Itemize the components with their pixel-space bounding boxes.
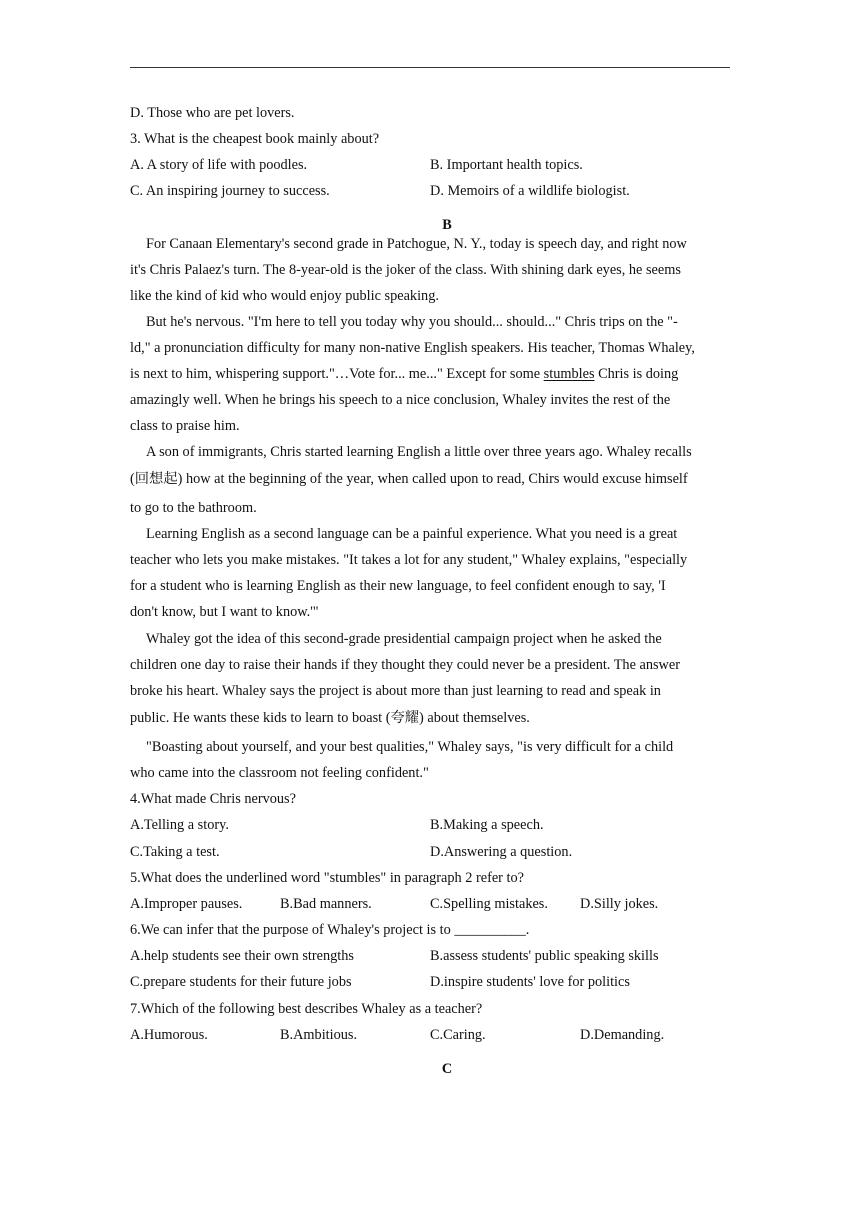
question-5: 5.What does the underlined word "stumbles" in paragraph 2 refer to? bbox=[130, 870, 524, 886]
question-3: 3. What is the cheapest book mainly about? bbox=[130, 131, 380, 147]
q7-option-c: C.Caring. bbox=[430, 1027, 486, 1043]
passage-b-line: children one day to raise their hands if they thought they could never be a president. The answer bbox=[130, 657, 680, 673]
passage-b-line: Whaley got the idea of this second-grade presidential campaign project when he asked the bbox=[146, 631, 662, 647]
passage-b-line: to go to the bathroom. bbox=[130, 500, 257, 516]
q6-option-a: A.help students see their own strengths bbox=[130, 948, 354, 964]
passage-b-line: Learning English as a second language can be a painful experience. What you need is a great bbox=[146, 526, 678, 542]
passage-b-line: don't know, but I want to know.'" bbox=[130, 604, 319, 620]
passage-b-line: (回想起) how at the beginning of the year, when called upon to read, Chirs would excuse himself bbox=[130, 471, 688, 487]
passage-b-text: is next to him, whispering support."…Vote for... me..." Except for some bbox=[130, 366, 541, 382]
underlined-word-stumbles: stumbles bbox=[543, 366, 595, 382]
q7-option-a: A.Humorous. bbox=[130, 1027, 208, 1043]
passage-b-line: amazingly well. When he brings his speech to a nice conclusion, Whaley invites the rest of the bbox=[130, 392, 671, 408]
q3-option-b: B. Important health topics. bbox=[430, 157, 583, 173]
passage-b-line bbox=[130, 365, 734, 383]
q4-option-d: D.Answering a question. bbox=[430, 844, 573, 860]
passage-b-line: broke his heart. Whaley says the project is about more than just learning to read and speak in bbox=[130, 683, 661, 699]
q6-option-b: B.assess students' public speaking skills bbox=[430, 948, 659, 964]
passage-b-line: for a student who is learning English as their new language, to feel confident enough to say, 'I bbox=[130, 578, 666, 594]
q3-option-c: C. An inspiring journey to success. bbox=[130, 183, 330, 199]
passage-b-line: ld," a pronunciation difficulty for many non-native English speakers. His teacher, Thomas Whaley, bbox=[130, 340, 695, 356]
q3-option-d: D. Memoirs of a wildlife biologist. bbox=[430, 183, 630, 199]
q4-option-c: C.Taking a test. bbox=[130, 844, 220, 860]
passage-b-line: like the kind of kid who would enjoy public speaking. bbox=[130, 288, 439, 304]
passage-b-line: who came into the classroom not feeling confident." bbox=[130, 765, 429, 781]
q6-option-d: D.inspire students' love for politics bbox=[430, 974, 630, 990]
q3-option-a: A. A story of life with poodles. bbox=[130, 157, 308, 173]
question-4: 4.What made Chris nervous? bbox=[130, 791, 296, 807]
q4-option-b: B.Making a speech. bbox=[430, 817, 544, 833]
passage-b-line: But he's nervous. "I'm here to tell you today why you should... should..." Chris trips on the "- bbox=[146, 314, 678, 330]
passage-b-line: For Canaan Elementary's second grade in Patchogue, N. Y., today is speech day, and right now bbox=[146, 236, 687, 252]
question-6: 6.We can infer that the purpose of Whaley's project is to __________. bbox=[130, 922, 530, 938]
q7-option-b: B.Ambitious. bbox=[280, 1027, 358, 1043]
passage-b-line: class to praise him. bbox=[130, 418, 240, 434]
passage-b-line: "Boasting about yourself, and your best qualities," Whaley says, "is very difficult for a child bbox=[146, 739, 674, 755]
q7-option-d: D.Demanding. bbox=[580, 1027, 665, 1043]
q4-option-a: A.Telling a story. bbox=[130, 817, 229, 833]
section-c-heading: C bbox=[441, 1061, 453, 1077]
passage-b-line: teacher who lets you make mistakes. "It takes a lot for any student," Whaley explains, "especially bbox=[130, 552, 688, 568]
passage-b-line: it's Chris Palaez's turn. The 8-year-old is the joker of the class. With shining dark eyes, he seems bbox=[130, 262, 681, 278]
question-7: 7.Which of the following best describes Whaley as a teacher? bbox=[130, 1001, 483, 1017]
passage-b-line: public. He wants these kids to learn to boast (夸耀) about themselves. bbox=[130, 710, 530, 726]
section-b-heading: B bbox=[442, 217, 452, 233]
q5-option-a: A.Improper pauses. bbox=[130, 896, 243, 912]
passage-b-line: A son of immigrants, Chris started learning English a little over three years ago. Whaley recalls bbox=[146, 444, 692, 460]
q6-option-c: C.prepare students for their future jobs bbox=[130, 974, 352, 990]
header-rule bbox=[130, 67, 730, 68]
q5-option-b: B.Bad manners. bbox=[280, 896, 372, 912]
passage-b-text: Chris is doing bbox=[594, 366, 679, 382]
q5-option-c: C.Spelling mistakes. bbox=[430, 896, 548, 912]
q2-option-d: D. Those who are pet lovers. bbox=[130, 105, 295, 121]
q5-option-d: D.Silly jokes. bbox=[580, 896, 659, 912]
